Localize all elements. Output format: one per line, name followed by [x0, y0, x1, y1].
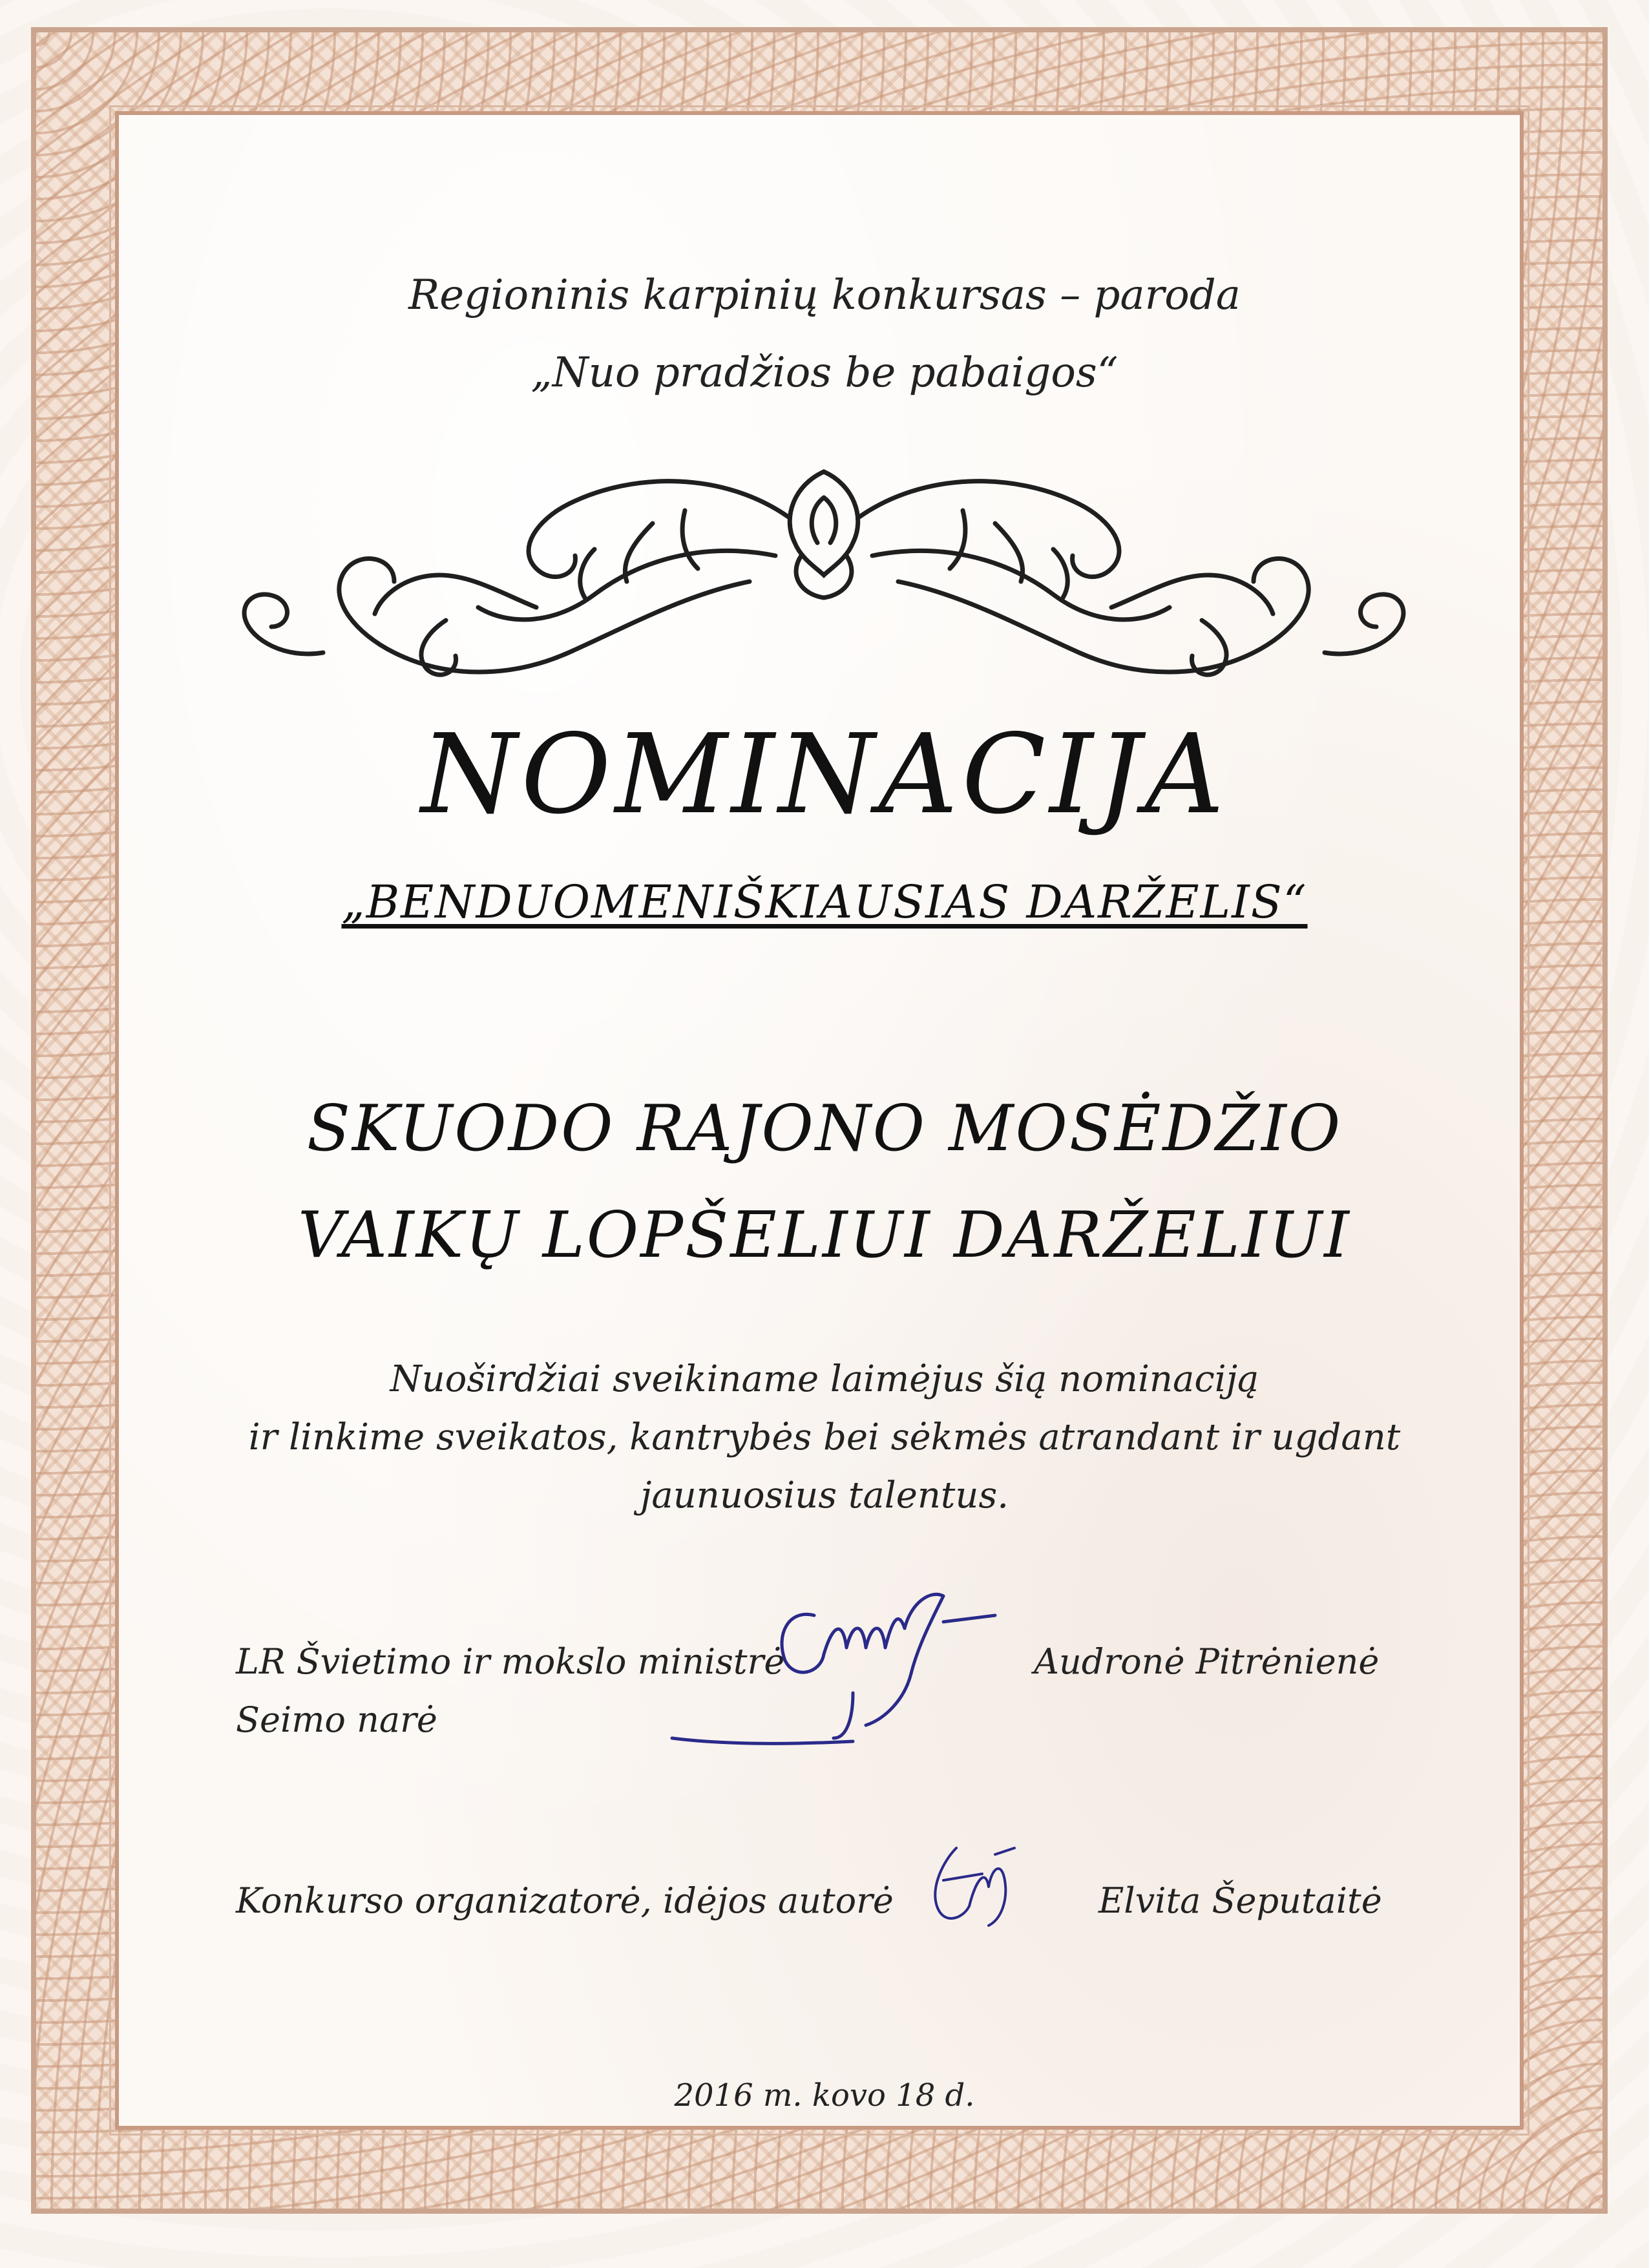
message-line: jaunuosius talentus.: [640, 1475, 1009, 1517]
signature-2-icon: [905, 1835, 1034, 1938]
message-line: ir linkime sveikatos, kantrybės bei sėkmės atrandant ir ugdant: [248, 1416, 1401, 1458]
recipient-line-1: SKUODO RAJONO MOSĖDŽIO: [306, 1092, 1343, 1166]
signatory-1-name: Audronė Pitrėnienė: [1034, 1641, 1380, 1682]
contest-name: Regioninis karpinių konkursas – paroda: [408, 271, 1241, 319]
ornament-icon: [233, 446, 1415, 698]
congratulation-message: [0, 1350, 1649, 1525]
issue-date: 2016 m. kovo 18 d.: [674, 2077, 975, 2114]
certificate-title: NOMINACIJA: [421, 711, 1228, 839]
signature-1-icon: [659, 1583, 1021, 1764]
nomination-name: „BENDUOMENIŠKIAUSIAS DARŽELIS“: [341, 876, 1308, 929]
signatory-1-title: LR Švietimo ir mokslo ministrė: [236, 1641, 785, 1682]
message-line: Nuoširdžiai sveikiname laimėjus šią nominaciją: [390, 1358, 1259, 1400]
signatory-1-role: Seimo narė: [236, 1699, 437, 1740]
recipient-line-2: VAIKŲ LOPŠELIUI DARŽELIUI: [298, 1199, 1351, 1272]
signatory-2-title: Konkurso organizatorė, idėjos autorė: [236, 1880, 894, 1921]
contest-motto: „Nuo pradžios be pabaigos“: [530, 349, 1119, 397]
signatory-2-name: Elvita Šeputaitė: [1098, 1880, 1382, 1921]
